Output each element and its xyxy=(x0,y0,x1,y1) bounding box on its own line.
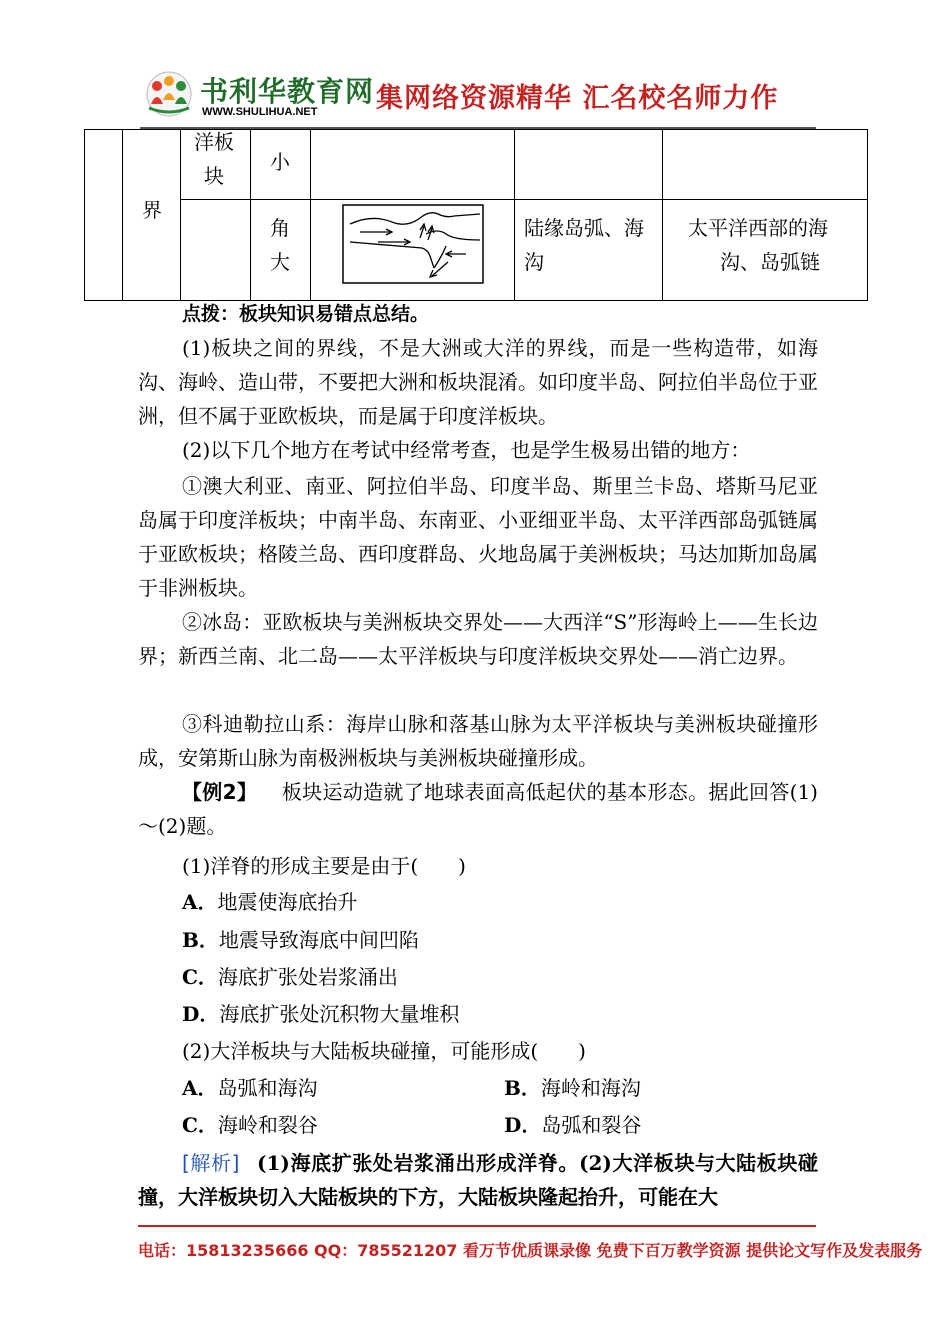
table-line xyxy=(180,199,868,200)
analysis-label: [解析] xyxy=(182,1151,240,1175)
table-cell-example-2: 沟、岛弧链 xyxy=(720,250,820,274)
table-cell-landform-2: 沟 xyxy=(524,250,544,274)
table-cell-example-1: 太平洋西部的海 xyxy=(688,216,828,240)
table-line xyxy=(867,129,868,301)
table-line xyxy=(84,129,85,301)
question-1: (1)洋脊的形成主要是由于( ) xyxy=(182,854,466,878)
table-cell-ocean-plate-1: 洋板 xyxy=(194,130,234,154)
q2-option-d: D．岛弧和裂谷 xyxy=(504,1113,642,1137)
tip-title: 点拨：板块知识易错点总结。 xyxy=(182,303,430,325)
page-header xyxy=(140,68,816,128)
footer-contact: 电话：15813235666 QQ：785521207 看万节优质课录像 免费下百万教学资源 提供论文写作及发表服务 xyxy=(138,1241,923,1260)
table-cell-small: 小 xyxy=(270,150,290,174)
table-line xyxy=(180,129,181,301)
plate-boundary-table xyxy=(84,129,868,301)
table-line xyxy=(662,129,663,301)
q1-option-a: A．地震使海底抬升 xyxy=(182,890,358,914)
q2-option-c: C．海岭和裂谷 xyxy=(182,1113,318,1137)
question-2: (2)大洋板块与大陆板块碰撞，可能形成( ) xyxy=(182,1039,586,1063)
tip-paragraph-2: (2)以下几个地方在考试中经常考查，也是学生极易出错的地方： xyxy=(182,438,751,462)
table-line xyxy=(250,129,251,301)
q1-option-b: B．地震导致海底中间凹陷 xyxy=(182,928,419,952)
tip-paragraph-3: ①澳大利亚、南亚、阿拉伯半岛、印度半岛、斯里兰卡岛、塔斯马尼亚岛属于印度洋板块；中南半岛、东南亚、小亚细亚半岛、太平洋西部岛弧链属于亚欧板块；格陵兰岛、西印度群岛、火地岛属于美洲板块；马达加斯加岛属于非洲板块。 xyxy=(138,474,818,600)
analysis-block xyxy=(138,1146,818,1214)
table-cell-angle: 角 xyxy=(270,216,290,240)
table-cell-boundary: 界 xyxy=(142,198,162,222)
analysis-text: (1)海底扩张处岩浆涌出形成洋脊。(2)大洋板块与大陆板块碰撞，大洋板块切入大陆板块的下方，大陆板块隆起抬升，可能在大 xyxy=(138,1151,819,1209)
table-line xyxy=(122,129,123,301)
table-cell-large: 大 xyxy=(270,250,290,274)
logo-url: WWW.SHULIHUA.NET xyxy=(202,106,318,118)
table-line xyxy=(310,129,311,301)
footer-divider xyxy=(138,1225,816,1227)
header-slogan: 集网络资源精华 汇名校名师力作 xyxy=(376,83,779,114)
example-intro-block xyxy=(138,775,818,843)
logo-name: 书利华教育网 xyxy=(200,75,375,108)
q2-option-b: B．海岭和海沟 xyxy=(504,1076,641,1100)
example-intro: 板块运动造就了地球表面高低起伏的基本形态。据此回答(1)～(2)题。 xyxy=(138,780,818,838)
table-cell-ocean-plate-2: 块 xyxy=(204,164,224,188)
q1-option-c: C．海底扩张处岩浆涌出 xyxy=(182,965,398,989)
example-label: 【例2】 xyxy=(182,780,258,804)
q2-option-a: A．岛弧和海沟 xyxy=(182,1076,318,1100)
subduction-diagram xyxy=(342,204,484,284)
q1-option-d: D．海底扩张处沉积物大量堆积 xyxy=(182,1002,460,1026)
tip-paragraph-5: ③科迪勒拉山系：海岸山脉和落基山脉为太平洋板块与美洲板块碰撞形成，安第斯山脉为南极洲板块与美洲板块碰撞形成。 xyxy=(138,712,818,770)
tip-paragraph-1: (1)板块之间的界线，不是大洲或大洋的界线，而是一些构造带，如海沟、海岭、造山带，不要把大洲和板块混淆。如印度半岛、阿拉伯半岛位于亚洲，但不属于亚欧板块，而是属于印度洋板块。 xyxy=(138,336,818,428)
table-cell-landform-1: 陆缘岛弧、海 xyxy=(524,216,644,240)
logo-people-icon xyxy=(144,70,194,118)
table-line xyxy=(514,129,515,301)
tip-paragraph-4: ②冰岛：亚欧板块与美洲板块交界处——大西洋“S”形海岭上——生长边界；新西兰南、北二岛——太平洋板块与印度洋板块交界处——消亡边界。 xyxy=(138,610,818,668)
